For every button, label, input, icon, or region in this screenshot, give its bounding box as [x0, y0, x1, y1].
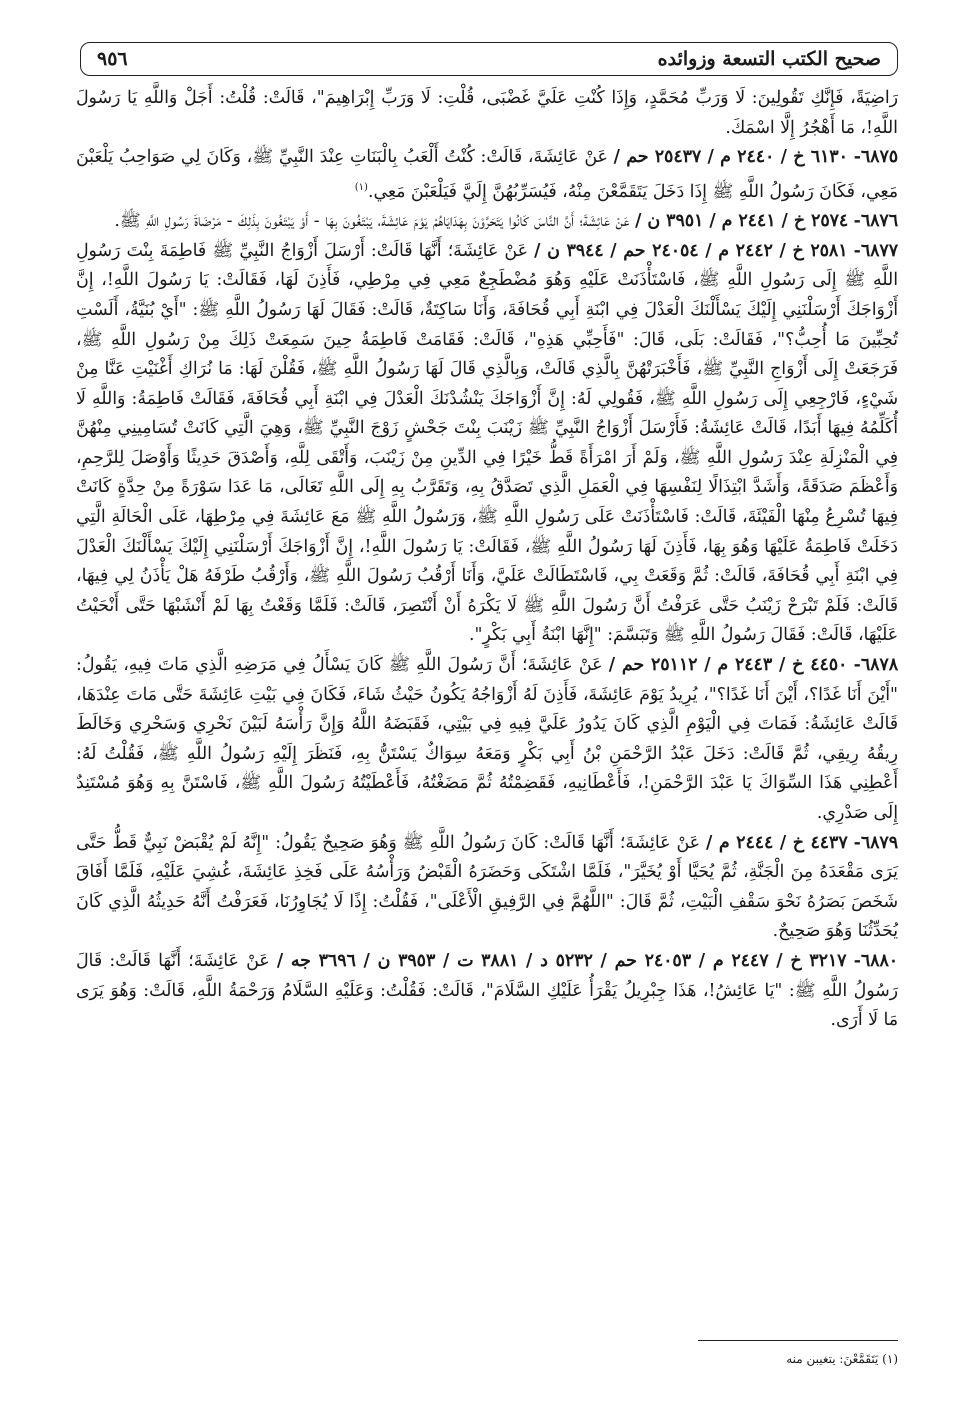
hadith-text: عَنْ عَائِشَةَ؛ أَنَّ النَّاسَ كَانُوا يَتَحَرَّوْنَ بِهَدَايَاهُمْ يَوْمَ عَائِشَةَ، يَبْتَغُونَ بِهَا - أَوْ يَبْتَغُونَ بِذَلِكَ - مَرْضَاةَ رَسُولِ اللَّهِ ﷺ. [114, 211, 630, 232]
hadith-text: عَنْ عَائِشَةَ، قَالَتْ: كُنْتُ أَلْعَبُ بِالْبَنَاتِ عِنْدَ النَّبِيِّ ﷺ، وَكَانَ لِي صَوَاحِبُ يَلْعَبْنَ مَعِي، فَكَانَ رَسُولُ اللَّهِ ﷺ إِذَا دَخَلَ يَتَقَمَّعْنَ مِنْهُ، فَيُسَرِّبُهُنَّ إِلَيَّ فَيَلْعَبْنَ مَعِي. [76, 147, 898, 202]
hadith-6877 [76, 237, 898, 651]
page-body [76, 84, 898, 1036]
hadith-number: ٦٨٨٠- [853, 950, 899, 971]
hadith-6879 [76, 829, 898, 947]
hadith-number: ٦٨٧٥- [853, 147, 899, 168]
hadith-6875 [76, 143, 898, 207]
hadith-references: ٣٢١٧ خ / ٢٤٤٧ م / ٢٤٠٥٣ حم / ٥٢٣٢ د / ٣٨٨١ ت / ٣٩٥٣ ن / ٣٦٩٦ جه / [276, 950, 847, 971]
hadith-number: ٦٨٧٨- [853, 655, 898, 676]
hadith-6880 [76, 947, 898, 1036]
hadith-text: عَنْ عَائِشَةَ؛ أَنَّهَا قَالَتْ: كَانَ رَسُولُ اللَّهِ ﷺ وَهُوَ صَحِيحٌ يَقُولُ: "إِنَّهُ لَمْ يُقْبَضْ نَبِيٌّ قَطُّ حَتَّى يَرَى مَقْعَدَهُ مِنَ الْجَنَّةِ، ثُمَّ يُحَيَّا أَوْ يُخَيَّرَ"، فَلَمَّا اشْتَكَى وَحَضَرَهُ الْقَبْضُ وَرَأْسُهُ عَلَى فَخِذِ عَائِشَةَ، غُشِيَ عَلَيْهِ، فَلَمَّا أَفَاقَ شَخَصَ بَصَرُهُ نَحْوَ سَقْفِ الْبَيْتِ، ثُمَّ قَالَ: "اللَّهُمَّ فِي الرَّفِيقِ الْأَعْلَى"، فَقُلْتُ: إِذًا لَا يُجَاوِرُنَا، فَعَرَفْتُ أَنَّهُ حَدِيثُهُ الَّذِي كَانَ يُحَدِّثُنَا وَهُوَ صَحِيحٌ. [76, 832, 898, 942]
hadith-6876 [76, 207, 898, 237]
hadith-references: ٢٥٧٤ خ / ٢٤٤١ م / ٣٩٥١ ن / [635, 211, 849, 232]
hadith-number: ٦٨٧٧- [853, 240, 898, 261]
hadith-references: ٢٥٨١ خ / ٢٤٤٢ م / ٢٤٠٥٤ حم / ٣٩٤٤ ن / [534, 240, 848, 261]
footnote: (١) يَتَقَمَّعْنَ: يتغيبن منه [786, 1352, 898, 1366]
hadith-text: رَاضِيَةً، فَإِنَّكِ تَقُولِينَ: لَا وَرَبِّ مُحَمَّدٍ، وَإِذَا كُنْتِ عَلَيَّ غَضْبَى، قُلْتِ: لَا وَرَبِّ إِبْرَاهِيمَ"، قَالَتْ: قُلْتُ: أَجَلْ وَاللَّهِ يَا رَسُولَ اللَّهِ!، مَا أَهْجُرُ إِلَّا اسْمَكَ. [76, 88, 898, 138]
hadith-number: ٦٨٧٦- [853, 211, 898, 232]
page-number: ٩٥٦ [97, 48, 128, 70]
hadith-text: عَنْ عَائِشَةَ؛ أَنَّهَا قَالَتْ: قَالَ رَسُولُ اللَّهِ ﷺ: "يَا عَائِشُ!، هَذَا جِبْرِيلُ يَقْرَأُ عَلَيْكِ السَّلَامَ"، قَالَتْ: فَقُلْتُ: وَعَلَيْهِ السَّلَامُ وَرَحْمَةُ اللَّهِ، قَالَتْ: وَهُوَ يَرَى مَا لَا أَرَى. [76, 950, 898, 1031]
hadith-references: ٤٤٥٠ خ / ٢٤٤٣ م / ٢٥١١٢ حم / [608, 655, 848, 676]
book-title: صحيح الكتب التسعة وزوائده [657, 48, 881, 70]
hadith-references: ٦١٣٠ خ / ٢٤٤٠ م / ٢٥٤٣٧ حم / [613, 147, 848, 168]
hadith-references: ٤٤٣٧ خ / ٢٤٤٤ م / [706, 832, 848, 853]
footnote-divider [698, 1340, 898, 1341]
hadith-number: ٦٨٧٩- [853, 832, 898, 853]
hadith-text: عَنْ عَائِشَةَ؛ أَنَّ رَسُولَ اللَّهِ ﷺ كَانَ يَسْأَلُ فِي مَرَضِهِ الَّذِي مَاتَ فِيهِ، يَقُولُ: "أَيْنَ أَنَا غَدًا؟، أَيْنَ أَنَا غَدًا؟"، يُرِيدُ يَوْمَ عَائِشَةَ، فَأَذِنَ لَهُ أَزْوَاجُهُ يَكُونُ حَيْثُ شَاءَ، فَكَانَ فِي بَيْتِ عَائِشَةَ حَتَّى مَاتَ عِنْدَهَا، قَالَتْ عَائِشَةُ: فَمَاتَ فِي الْيَوْمِ الَّذِي كَانَ يَدُورُ عَلَيَّ فِيهِ فِي بَيْتِي، فَقَبَضَهُ اللَّهُ وَإِنَّ رَأْسَهُ لَبَيْنَ نَحْرِي وَسَحْرِي وَخَالَطَ رِيقُهُ رِيقِي، ثُمَّ قَالَتْ: دَخَلَ عَبْدُ الرَّحْمَنِ بْنُ أَبِي بَكْرٍ وَمَعَهُ سِوَاكٌ يَسْتَنُّ بِهِ، فَنَظَرَ إِلَيْهِ رَسُولُ اللَّهِ ﷺ، فَقُلْتُ لَهُ: أَعْطِنِي هَذَا السِّوَاكَ يَا عَبْدَ الرَّحْمَنِ!، فَأَعْطَانِيهِ، فَقَضِمْتُهُ ثُمَّ مَضَغْتُهُ، فَأَعْطَيْتُهُ رَسُولَ اللَّهِ ﷺ، فَاسْتَنَّ بِهِ وَهُوَ مُسْتَنِدٌ إِلَى صَدْرِي. [76, 655, 898, 824]
hadith-text: عَنْ عَائِشَةَ؛ أَنَّهَا قَالَتْ: أَرْسَلَ أَزْوَاجُ النَّبِيِّ ﷺ فَاطِمَةَ بِنْتَ رَسُولِ اللَّهِ ﷺ إِلَى رَسُولِ اللَّهِ ﷺ، فَاسْتَأْذَنَتْ عَلَيْهِ وَهُوَ مُضْطَجِعٌ مَعِي فِي مِرْطِي، فَأَذِنَ لَهَا، فَقَالَتْ: يَا رَسُولَ اللَّهِ!، إِنَّ أَزْوَاجَكَ أَرْسَلْنَنِي إِلَيْكَ يَسْأَلْنَكَ الْعَدْلَ فِي ابْنَةِ أَبِي قُحَافَةَ، وَأَنَا سَاكِتَةٌ، قَالَتْ: فَقَالَ لَهَا رَسُولُ اللَّهِ ﷺ: "أَيْ بُنَيَّةُ، أَلَسْتِ تُحِبِّينَ مَا أُحِبُّ؟"، فَقَالَتْ: بَلَى، قَالَ: "فَأَحِبِّي هَذِهِ"، قَالَتْ: فَقَامَتْ فَاطِمَةُ حِينَ سَمِعَتْ ذَلِكَ مِنْ رَسُولِ اللَّهِ ﷺ، فَرَجَعَتْ إِلَى أَزْوَاجِ النَّبِيِّ ﷺ، فَأَخْبَرَتْهُنَّ بِالَّذِي قَالَتْ، وَبِالَّذِي قَالَ لَهَا رَسُولُ اللَّهِ ﷺ، فَقُلْنَ لَهَا: مَا نُرَاكِ أَغْنَيْتِ عَنَّا مِنْ شَيْءٍ، فَارْجِعِي إِلَى رَسُولِ اللَّهِ ﷺ، فَقُولِي لَهُ: إِنَّ أَزْوَاجَكَ يَنْشُدْنَكَ الْعَدْلَ فِي ابْنَةِ أَبِي قُحَافَةَ، فَقَالَتْ فَاطِمَةُ: وَاللَّهِ لَا أُكَلِّمُهُ فِيهَا أَبَدًا، قَالَتْ عَائِشَةُ: فَأَرْسَلَ أَزْوَاجُ النَّبِيِّ ﷺ زَيْنَبَ بِنْتَ جَحْشٍ زَوْجَ النَّبِيِّ ﷺ، وَهِيَ الَّتِي كَانَتْ تُسَامِينِي مِنْهُنَّ فِي الْمَنْزِلَةِ عِنْدَ رَسُولِ اللَّهِ ﷺ، وَلَمْ أَرَ امْرَأَةً قَطُّ خَيْرًا فِي الدِّينِ مِنْ زَيْنَبَ، وَأَتْقَى لِلَّهِ، وَأَصْدَقَ حَدِيثًا وَأَوْصَلَ لِلرَّحِمِ، وَأَعْظَمَ صَدَقَةً، وَأَشَدَّ ابْتِذَالًا لِنَفْسِهَا فِي الْعَمَلِ الَّذِي تَصَدَّقُ بِهِ، وَتَقَرَّبُ بِهِ إِلَى اللَّهِ تَعَالَى، مَا عَدَا سَوْرَةً مِنْ حِدَّةٍ كَانَتْ فِيهَا تُسْرِعُ مِنْهَا الْفَيْئَةَ، قَالَتْ: فَاسْتَأْذَنَتْ عَلَى رَسُولِ اللَّهِ ﷺ، وَرَسُولُ اللَّهِ ﷺ مَعَ عَائِشَةَ فِي مِرْطِهَا، عَلَى الْحَالَةِ الَّتِي دَخَلَتْ فَاطِمَةُ عَلَيْهَا وَهُوَ بِهَا، فَأَذِنَ لَهَا رَسُولُ اللَّهِ ﷺ، فَقَالَتْ: يَا رَسُولَ اللَّهِ!، إِنَّ أَزْوَاجَكَ أَرْسَلْنَنِي إِلَيْكَ يَسْأَلْنَكَ الْعَدْلَ فِي ابْنَةِ أَبِي قُحَافَةَ، قَالَتْ: ثُمَّ وَقَعَتْ بِي، فَاسْتَطَالَتْ عَلَيَّ، وَأَنَا أَرْقُبُ رَسُولَ اللَّهِ ﷺ، وَأَرْقُبُ طَرْفَهُ هَلْ يَأْذَنُ لِي فِيهَا، قَالَتْ: فَلَمْ تَبْرَحْ زَيْنَبُ حَتَّى عَرَفْتُ أَنَّ رَسُولَ اللَّهِ ﷺ لَا يَكْرَهُ أَنْ أَنْتَصِرَ، قَالَتْ: فَلَمَّا وَقَعْتُ بِهَا لَمْ أَنْشَبْهَا حَتَّى أَنْحَيْتُ عَلَيْهَا، قَالَتْ: فَقَالَ رَسُولُ اللَّهِ ﷺ وَتَبَسَّمَ: "إِنَّهَا ابْنَةُ أَبِي بَكْرٍ". [76, 240, 898, 646]
hadith-continuation [76, 84, 898, 143]
hadith-6878 [76, 651, 898, 829]
footnote-marker: (١) [354, 181, 368, 193]
page-header [80, 42, 898, 76]
